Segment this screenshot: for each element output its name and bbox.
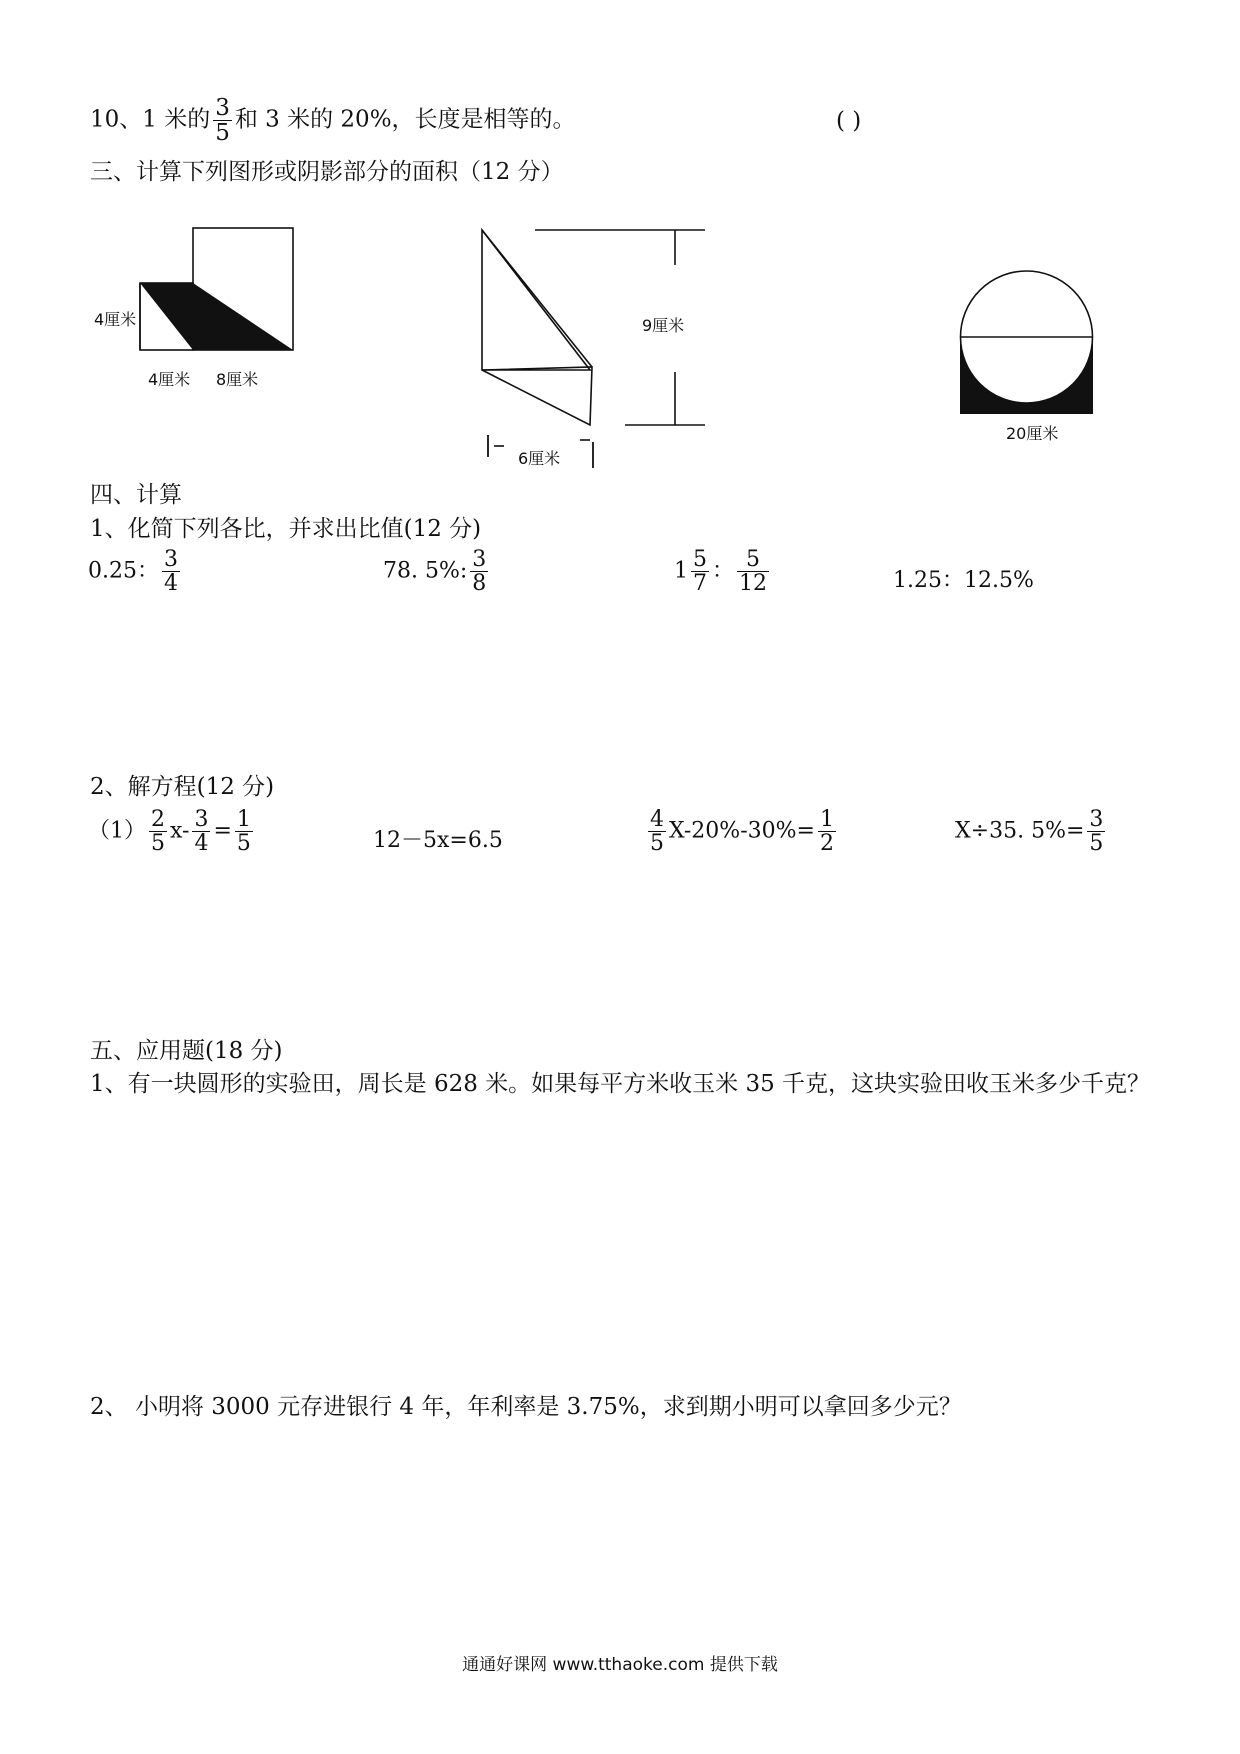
answer-blank: ( ) <box>836 108 862 134</box>
fig2-height-label: 9厘米 <box>642 316 685 335</box>
question-10 <box>90 96 576 145</box>
q10-fraction <box>213 96 232 145</box>
eq1-n3: 1 <box>236 807 251 832</box>
ratio-3-num1: 5 <box>693 547 707 572</box>
fig1-left-label: 4厘米 <box>94 310 137 329</box>
eq4-left: X÷35. 5%= <box>955 818 1085 844</box>
q10-frac-den: 5 <box>215 120 230 147</box>
ratio-2-left: 78. 5%: <box>383 558 468 584</box>
eq1-n1: 2 <box>151 807 165 832</box>
eq1-prefix: （1） <box>88 818 146 844</box>
ratio-1-den: 4 <box>164 571 178 597</box>
ratio-2-num: 3 <box>472 547 487 572</box>
ratio-1-left: 0.25： <box>88 558 159 584</box>
application-question-2: 2、 小明将 3000 元存进银行 4 年，年利率是 3.75%，求到期小明可以拿回多少元？ <box>90 1394 962 1420</box>
eq1-d1: 5 <box>151 831 165 857</box>
eq3-n2: 1 <box>819 807 834 832</box>
ratio-3-colon: ： <box>712 558 735 584</box>
q10-frac-num: 3 <box>215 95 230 121</box>
eq3-n1: 4 <box>650 807 664 832</box>
section-4-sub1-title: 1、化简下列各比，并求出比值(12 分) <box>90 516 482 542</box>
ratio-4: 1.25：12.5% <box>893 568 1034 593</box>
eq3-mid: X-20%-30%= <box>669 818 815 844</box>
ratio-2 <box>383 548 491 595</box>
ratio-3-den1: 7 <box>693 571 707 597</box>
ratio-1-num: 3 <box>164 547 178 572</box>
ratio-3-whole: 1 <box>674 558 688 584</box>
ratio-3 <box>674 548 772 595</box>
ratio-3-num2: 5 <box>737 548 769 572</box>
eq1-d2: 4 <box>194 831 209 857</box>
fig2-width-label: 6厘米 <box>518 449 561 468</box>
ratio-3-den2: 12 <box>739 571 768 597</box>
figure-3-circle-in-rectangle <box>950 265 1100 425</box>
footer: 通通好课网 www.tthaoke.com 提供下载 <box>462 1655 778 1675</box>
section-3-title: 三、计算下列图形或阴影部分的面积（12 分） <box>90 159 564 185</box>
eq1-d3: 5 <box>236 831 251 857</box>
figure-1-shaded-triangles <box>90 220 310 390</box>
eq3-d2: 2 <box>819 831 834 857</box>
equation-1 <box>88 808 256 855</box>
fig1-bottom-label-1: 4厘米 <box>148 370 191 389</box>
equation-2: 12－5x=6.5 <box>373 828 503 853</box>
eq3-d1: 5 <box>650 831 664 857</box>
section-4-sub2-title: 2、解方程(12 分) <box>90 774 275 800</box>
ratio-1 <box>88 548 183 595</box>
ratio-2-den: 8 <box>472 571 487 597</box>
equation-4 <box>955 808 1108 855</box>
eq4-num: 3 <box>1089 807 1104 832</box>
figure-2-triangles <box>470 220 720 475</box>
eq1-mid: x- <box>170 818 190 844</box>
q10-suffix: 和 3 米的 20%，长度是相等的。 <box>234 106 576 133</box>
section-5-title: 五、应用题(18 分) <box>90 1038 283 1064</box>
section-4-title: 四、计算 <box>90 482 182 508</box>
equation-3 <box>645 808 839 855</box>
fig3-width-label: 20厘米 <box>1006 424 1059 443</box>
fig1-bottom-label-2: 8厘米 <box>216 370 259 389</box>
eq1-n2: 3 <box>194 807 209 832</box>
application-question-1: 1、有一块圆形的实验田，周长是 628 米。如果每平方米收玉米 35 千克，这块实验田收玉米多少千克？ <box>90 1071 1151 1097</box>
eq4-den: 5 <box>1089 831 1104 857</box>
eq1-equals: = <box>213 818 232 844</box>
q10-prefix: 10、1 米的 <box>90 106 211 133</box>
